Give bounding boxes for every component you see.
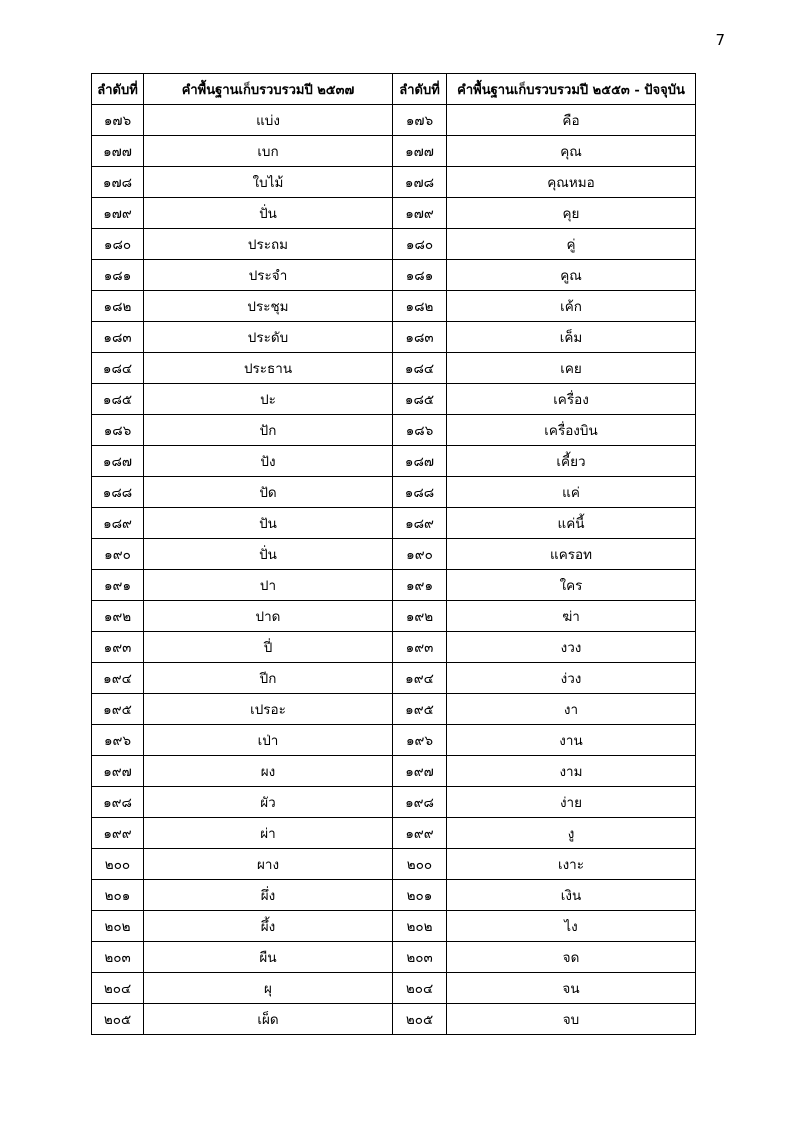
seq-right-cell: ๑๙๐ [393, 539, 447, 570]
table-row [92, 508, 696, 539]
seq-right-cell: ๑๗๗ [393, 136, 447, 167]
word-2553-cell: ฆ่า [447, 601, 696, 632]
table-row [92, 260, 696, 291]
seq-right-cell: ๑๙๒ [393, 601, 447, 632]
table-row [92, 322, 696, 353]
word-2553-cell: ไง [447, 911, 696, 942]
word-2537-cell: ปีก [144, 663, 393, 694]
seq-right-cell: ๑๘๑ [393, 260, 447, 291]
word-2537-cell: ผง [144, 756, 393, 787]
seq-right-cell: ๑๗๘ [393, 167, 447, 198]
table-row [92, 198, 696, 229]
word-2553-cell: แค่ [447, 477, 696, 508]
seq-left-cell: ๑๘๘ [92, 477, 144, 508]
word-2537-cell: ปะ [144, 384, 393, 415]
word-2553-cell: คู่ [447, 229, 696, 260]
seq-right-cell: ๑๘๙ [393, 508, 447, 539]
word-2537-cell: ปาด [144, 601, 393, 632]
seq-left-cell: ๑๙๖ [92, 725, 144, 756]
word-2553-cell: คุณ [447, 136, 696, 167]
page-number: 7 [715, 31, 725, 49]
word-2553-cell: งา [447, 694, 696, 725]
word-2537-cell: เป่า [144, 725, 393, 756]
seq-right-cell: ๑๘๗ [393, 446, 447, 477]
seq-right-cell: ๒๐๔ [393, 973, 447, 1004]
seq-right-cell: ๑๘๐ [393, 229, 447, 260]
seq-right-cell: ๑๙๖ [393, 725, 447, 756]
word-2553-cell: คือ [447, 105, 696, 136]
table-body [92, 105, 696, 1035]
table-row [92, 601, 696, 632]
seq-left-cell: ๑๙๓ [92, 632, 144, 663]
word-2553-cell: เค็ม [447, 322, 696, 353]
seq-right-cell: ๒๐๕ [393, 1004, 447, 1035]
seq-left-cell: ๑๘๙ [92, 508, 144, 539]
table-row [92, 663, 696, 694]
table-row [92, 756, 696, 787]
table-row [92, 415, 696, 446]
word-2537-cell: ผ่า [144, 818, 393, 849]
seq-left-cell: ๒๐๐ [92, 849, 144, 880]
word-2537-cell: ปี่ [144, 632, 393, 663]
seq-left-cell: ๑๙๒ [92, 601, 144, 632]
table-row [92, 632, 696, 663]
table-row [92, 973, 696, 1004]
word-2537-cell: เผ็ด [144, 1004, 393, 1035]
word-2537-cell: เปรอะ [144, 694, 393, 725]
word-2553-cell: เค้ก [447, 291, 696, 322]
word-2537-cell: ประชุม [144, 291, 393, 322]
seq-left-cell: ๒๐๓ [92, 942, 144, 973]
seq-left-cell: ๑๙๑ [92, 570, 144, 601]
table-row [92, 694, 696, 725]
seq-left-cell: ๑๘๒ [92, 291, 144, 322]
seq-right-cell: ๑๙๔ [393, 663, 447, 694]
word-2553-cell: เงาะ [447, 849, 696, 880]
word-2553-cell: แค่นี้ [447, 508, 696, 539]
seq-left-cell: ๑๙๗ [92, 756, 144, 787]
seq-left-cell: ๑๙๔ [92, 663, 144, 694]
seq-right-cell: ๑๘๒ [393, 291, 447, 322]
seq-left-cell: ๑๘๓ [92, 322, 144, 353]
seq-left-cell: ๑๘๑ [92, 260, 144, 291]
seq-right-cell: ๑๙๑ [393, 570, 447, 601]
word-2537-cell: ปัง [144, 446, 393, 477]
word-2537-cell: ปั่น [144, 539, 393, 570]
seq-right-cell: ๒๐๑ [393, 880, 447, 911]
word-2537-cell: ประจำ [144, 260, 393, 291]
table-row [92, 167, 696, 198]
word-2553-cell: คูณ [447, 260, 696, 291]
word-2537-cell: ใบไม้ [144, 167, 393, 198]
table-row [92, 818, 696, 849]
table-row [92, 911, 696, 942]
seq-left-cell: ๑๗๗ [92, 136, 144, 167]
seq-left-cell: ๒๐๒ [92, 911, 144, 942]
seq-left-cell: ๒๐๑ [92, 880, 144, 911]
seq-left-cell: ๑๗๘ [92, 167, 144, 198]
word-2537-cell: ผัว [144, 787, 393, 818]
word-2553-cell: เคี้ยว [447, 446, 696, 477]
word-2553-cell: งาน [447, 725, 696, 756]
seq-left-cell: ๑๘๗ [92, 446, 144, 477]
word-2553-cell: คุย [447, 198, 696, 229]
header-words-2553: คำพื้นฐานเก็บรวบรวมปี ๒๕๕๓ - ปัจจุบัน [447, 74, 696, 105]
header-seq-right: ลำดับที่ [393, 74, 447, 105]
word-2553-cell: เครื่องบิน [447, 415, 696, 446]
word-2553-cell: จน [447, 973, 696, 1004]
seq-left-cell: ๒๐๔ [92, 973, 144, 1004]
seq-left-cell: ๑๘๕ [92, 384, 144, 415]
seq-left-cell: ๑๙๐ [92, 539, 144, 570]
word-2537-cell: ประธาน [144, 353, 393, 384]
word-2537-cell: ผึ่ง [144, 880, 393, 911]
table-row [92, 725, 696, 756]
word-2537-cell: ปา [144, 570, 393, 601]
seq-right-cell: ๑๘๕ [393, 384, 447, 415]
seq-left-cell: ๑๘๔ [92, 353, 144, 384]
table-row [92, 105, 696, 136]
word-2537-cell: เบก [144, 136, 393, 167]
word-comparison-table [91, 73, 696, 1035]
word-2553-cell: ง่วง [447, 663, 696, 694]
seq-right-cell: ๑๘๘ [393, 477, 447, 508]
word-2553-cell: ง่าย [447, 787, 696, 818]
word-2553-cell: เงิน [447, 880, 696, 911]
seq-left-cell: ๑๘๐ [92, 229, 144, 260]
word-2537-cell: ประดับ [144, 322, 393, 353]
word-2553-cell: แครอท [447, 539, 696, 570]
seq-left-cell: ๑๗๖ [92, 105, 144, 136]
word-2537-cell: ปัด [144, 477, 393, 508]
table-row [92, 849, 696, 880]
header-seq-left: ลำดับที่ [92, 74, 144, 105]
table-row [92, 880, 696, 911]
word-2537-cell: ผึ้ง [144, 911, 393, 942]
seq-left-cell: ๑๙๙ [92, 818, 144, 849]
table-row [92, 539, 696, 570]
word-2537-cell: ประถม [144, 229, 393, 260]
seq-left-cell: ๑๙๕ [92, 694, 144, 725]
table-row [92, 446, 696, 477]
seq-left-cell: ๑๘๖ [92, 415, 144, 446]
seq-right-cell: ๑๙๓ [393, 632, 447, 663]
word-2537-cell: ปัก [144, 415, 393, 446]
word-2553-cell: งาม [447, 756, 696, 787]
word-2553-cell: จบ [447, 1004, 696, 1035]
seq-right-cell: ๒๐๐ [393, 849, 447, 880]
word-2537-cell: ผาง [144, 849, 393, 880]
word-2553-cell: ใคร [447, 570, 696, 601]
word-2553-cell: จด [447, 942, 696, 973]
word-2537-cell: ผุ [144, 973, 393, 1004]
table-row [92, 384, 696, 415]
table-header-row [92, 74, 696, 105]
seq-right-cell: ๑๙๙ [393, 818, 447, 849]
seq-right-cell: ๑๙๘ [393, 787, 447, 818]
seq-left-cell: ๒๐๕ [92, 1004, 144, 1035]
word-2537-cell: ผืน [144, 942, 393, 973]
table-row [92, 477, 696, 508]
table-row [92, 570, 696, 601]
table-row [92, 787, 696, 818]
word-2553-cell: เครื่อง [447, 384, 696, 415]
word-2553-cell: คุณหมอ [447, 167, 696, 198]
table-row [92, 229, 696, 260]
table-row [92, 353, 696, 384]
word-2553-cell: งวง [447, 632, 696, 663]
table-row [92, 942, 696, 973]
table-row [92, 136, 696, 167]
seq-right-cell: ๒๐๒ [393, 911, 447, 942]
word-2537-cell: ปัน [144, 508, 393, 539]
seq-right-cell: ๑๘๔ [393, 353, 447, 384]
seq-right-cell: ๒๐๓ [393, 942, 447, 973]
word-2553-cell: งู [447, 818, 696, 849]
seq-right-cell: ๑๙๗ [393, 756, 447, 787]
table-row [92, 1004, 696, 1035]
word-2553-cell: เคย [447, 353, 696, 384]
word-2537-cell: ปั่น [144, 198, 393, 229]
seq-right-cell: ๑๘๓ [393, 322, 447, 353]
seq-right-cell: ๑๗๙ [393, 198, 447, 229]
seq-right-cell: ๑๘๖ [393, 415, 447, 446]
seq-right-cell: ๑๙๕ [393, 694, 447, 725]
seq-left-cell: ๑๙๘ [92, 787, 144, 818]
seq-left-cell: ๑๗๙ [92, 198, 144, 229]
header-words-2537: คำพื้นฐานเก็บรวบรวมปี ๒๕๓๗ [144, 74, 393, 105]
seq-right-cell: ๑๗๖ [393, 105, 447, 136]
word-2537-cell: แบ่ง [144, 105, 393, 136]
table-row [92, 291, 696, 322]
